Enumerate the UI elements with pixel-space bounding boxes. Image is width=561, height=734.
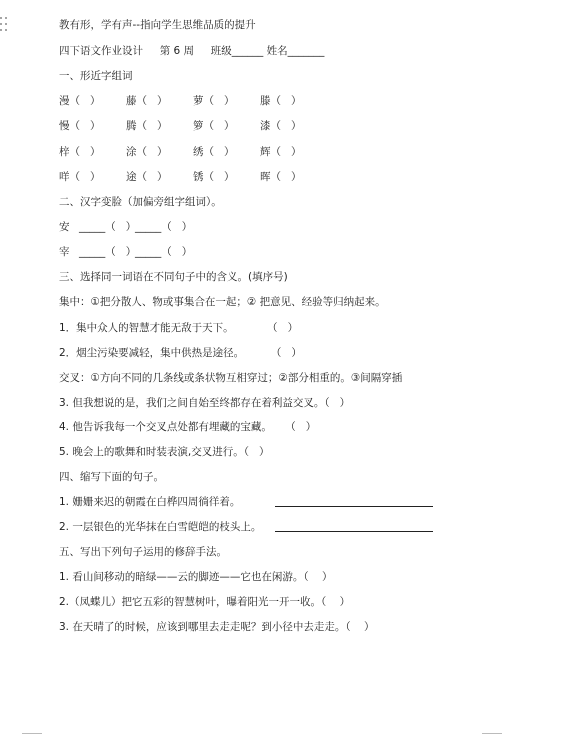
section1-row bbox=[59, 94, 327, 108]
drag-handle-icon[interactable] bbox=[0, 17, 8, 33]
word-item: 腾（ ） bbox=[126, 120, 168, 132]
word-item: 梓（ ） bbox=[59, 146, 101, 158]
word-item: 箩（ ） bbox=[193, 120, 235, 132]
section1-row bbox=[59, 170, 327, 184]
section1-heading: 一、形近字组词 bbox=[59, 70, 133, 82]
jiaocha-definition: 交叉：①方向不同的几条线或条状物互相穿过；②部分相重的。③间隔穿插 bbox=[59, 372, 403, 384]
word-item: 漆（ ） bbox=[260, 120, 302, 132]
word-item: 漫（ ） bbox=[59, 95, 101, 107]
question-item: 2．烟尘污染要减轻，集中供热是途径。 （ ） bbox=[59, 347, 302, 359]
word-item: 萝（ ） bbox=[193, 95, 235, 107]
question-item: 4. 他告诉我每一个交叉点处都有埋藏的宝藏。 （ ） bbox=[59, 421, 317, 433]
word-item: 锈（ ） bbox=[193, 171, 235, 183]
section4-heading: 四、缩写下面的句子。 bbox=[59, 471, 164, 483]
blank-item: _____（ ） bbox=[135, 221, 193, 233]
question-item: 2.（凤蝶儿）把它五彩的智慧树叶，曝着阳光一开一收。（ ） bbox=[59, 596, 351, 608]
section2-row bbox=[59, 220, 205, 234]
question-item: 3. 在天晴了的时候，应该到哪里去走走呢？到小径中去走走。（ ） bbox=[59, 621, 375, 633]
worksheet-info: 四下语文作业设计 第 6 周 班级______ 姓名_______ bbox=[59, 45, 325, 57]
base-char: 安 bbox=[59, 221, 70, 233]
section5-heading: 五、写出下列句子运用的修辞手法。 bbox=[59, 546, 227, 558]
word-item: 晖（ ） bbox=[260, 171, 302, 183]
blank-item: _____（ ） bbox=[79, 246, 137, 258]
question-item: 1. 看山间移动的暗绿——云的脚迹——它也在闲游。（ ） bbox=[59, 571, 333, 583]
blank-item: _____（ ） bbox=[135, 246, 193, 258]
section2-row bbox=[59, 245, 205, 259]
word-item: 咩（ ） bbox=[59, 171, 101, 183]
word-item: 辉（ ） bbox=[260, 146, 302, 158]
question-item: 1. 姗姗来迟的朝霞在白桦四周徜徉着。 bbox=[59, 496, 241, 508]
answer-line bbox=[275, 506, 433, 507]
question-item: 5. 晚会上的歌舞和时装表演,交叉进行。（ ） bbox=[59, 446, 270, 458]
jizhong-definition: 集中：①把分散人、物或事集合在一起；② 把意见、经验等归纳起来。 bbox=[59, 296, 386, 308]
base-char: 宰 bbox=[59, 246, 70, 258]
word-item: 途（ ） bbox=[126, 171, 168, 183]
section2-heading: 二、汉字变脸（加偏旁组字组词）。 bbox=[59, 196, 222, 208]
section1-row bbox=[59, 145, 327, 159]
blank-item: _____（ ） bbox=[79, 221, 137, 233]
word-item: 涂（ ） bbox=[126, 146, 168, 158]
question-item: 1．集中众人的智慧才能无敌于天下。 （ ） bbox=[59, 322, 299, 334]
word-item: 慢（ ） bbox=[59, 120, 101, 132]
word-item: 绣（ ） bbox=[193, 146, 235, 158]
question-item: 2. 一层银色的光华抹在白雪皑皑的枝头上。 bbox=[59, 521, 262, 533]
question-item: 3. 但我想说的是，我们之间自始至终都存在着利益交叉。（ ） bbox=[59, 397, 351, 409]
answer-line bbox=[275, 531, 433, 532]
word-item: 滕（ ） bbox=[260, 95, 302, 107]
section1-row bbox=[59, 119, 327, 133]
section3-heading: 三、选择同一词语在不同句子中的含义。(填序号) bbox=[59, 271, 288, 283]
word-item: 藤（ ） bbox=[126, 95, 168, 107]
page-title: 教有形，学有声--指向学生思维品质的提升 bbox=[59, 19, 256, 31]
